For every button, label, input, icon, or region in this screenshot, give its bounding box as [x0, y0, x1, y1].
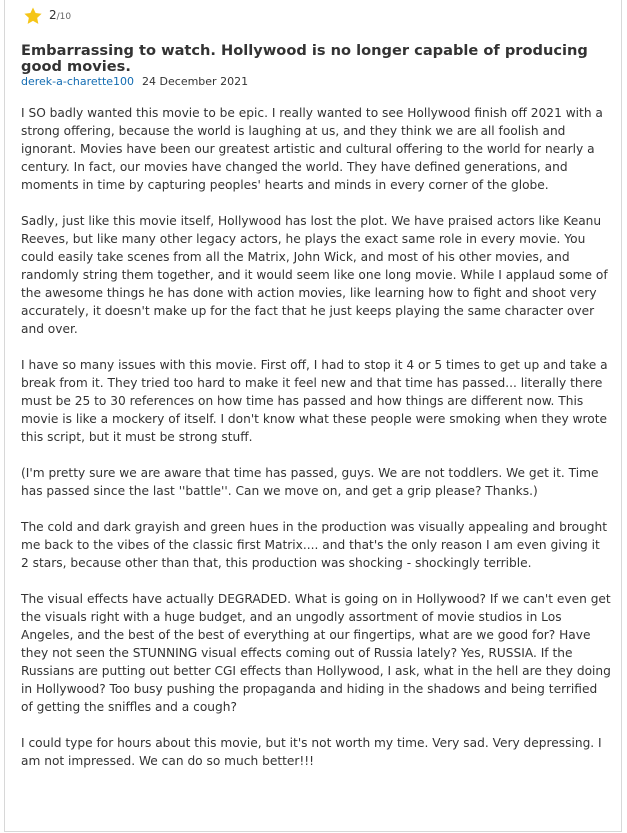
rating-max: /10 [56, 12, 72, 22]
review-container [4, 0, 622, 832]
review-title[interactable]: Embarrassing to watch. Hollywood is no longer capable of producing good movies. [21, 42, 588, 75]
review-date: 24 December 2021 [142, 75, 249, 88]
review-paragraph: Sadly, just like this movie itself, Hollywood has lost the plot. We have praised actors like Keanu Reeves, but like many other legacy actors, he plays the exact same role in every movie. You could easily take scenes from all the Matrix, John Wick, and most of his other movies, and randomly string them together, and it would seem like one long movie. While I applaud some of the awesome things he has done with action movies, like learning how to fight and shoot very accurately, it doesn't make up for the fact that he just keeps playing the same character over and over. [21, 214, 608, 336]
review-paragraph: I SO badly wanted this movie to be epic. I really wanted to see Hollywood finish off 2021 with a strong offering, because the world is laughing at us, and they think we are all foolish and ignorant. Movies have been our greatest artistic and cultural offering to the world for nearly a century. In fact, our movies have changed the world. They have defined generations, and moments in time by capturing peoples' hearts and minds in every corner of the globe. [21, 106, 603, 192]
rating [23, 6, 71, 26]
review-paragraph: The cold and dark grayish and green hues in the production was visually appealing and brought me back to the vibes of the classic first Matrix.... and that's the only reason I am even giving it 2 stars, because other than that, this production was shocking - shockingly terrible. [21, 520, 608, 570]
review-paragraph: (I'm pretty sure we are aware that time has passed, guys. We are not toddlers. We get it. Time has passed since the last ''battle''. Can we move on, and get a grip please? Thanks.) [21, 466, 599, 498]
review-paragraph: I have so many issues with this movie. First off, I had to stop it 4 or 5 times to get up and take a break from it. They tried too hard to make it feel new and that time has passed... literally there must be 25 to 30 references on how time has passed and how things are different now. This movie is like a mockery of itself. I don't know what these people were smoking when they wrote this script, but it must be strong stuff. [21, 358, 608, 444]
review-paragraph: I could type for hours about this movie, but it's not worth my time. Very sad. Very depressing. I am not impressed. We can do so much better!!! [21, 736, 602, 768]
rating-value [49, 5, 71, 27]
review-body [21, 104, 611, 788]
author-link[interactable]: derek-a-charette100 [21, 75, 135, 88]
review-paragraph: The visual effects have actually DEGRADED. What is going on in Hollywood? If we can't even get the visuals right with a huge budget, and an ungodly assortment of movie studios in Los Angeles, and the best of the best of everything at our fingertips, what are we good for? Have they not seen the STUNNING visual effects coming out of Russia lately? Yes, RUSSIA. If the Russians are putting out better CGI effects than Hollywood, I ask, what in the hell are they doing in Hollywood? Too busy pushing the propaganda and hiding in the shadows and being terrified of getting the sniffles and a cough? [21, 592, 611, 714]
review-meta [21, 75, 248, 88]
rating-score: 2 [49, 8, 57, 22]
star-icon [23, 6, 43, 26]
